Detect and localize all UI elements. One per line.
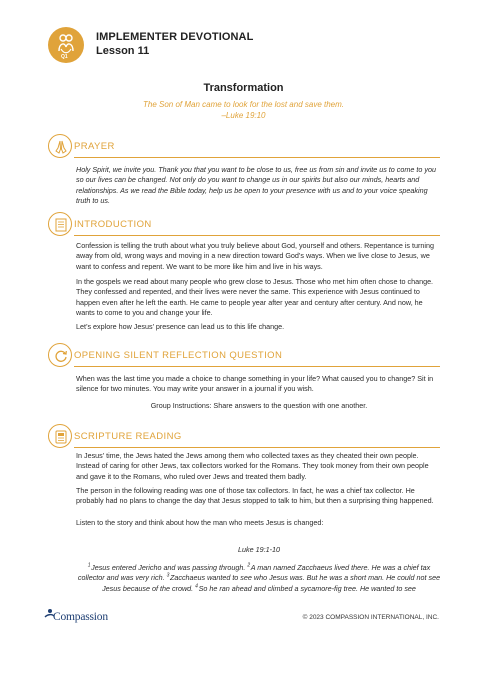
key-verse — [0, 100, 487, 121]
book-icon — [48, 212, 72, 236]
verse-text: Jesus entered Jericho and was passing through. — [91, 563, 246, 572]
logo-badge: Q1 — [61, 54, 68, 60]
refresh-icon — [48, 343, 72, 367]
verse-text: A man named Zacchaeus lived there. He was a chief tax collector and was very rich. — [77, 563, 431, 583]
devotional-title: IMPLEMENTER DEVOTIONAL — [96, 31, 254, 43]
section-label: PRAYER — [74, 141, 115, 152]
verse-text: Zacchaeus wanted to see who Jesus was. But he was a short man. He could not see Jesus because of the crowd. — [102, 573, 441, 593]
verse-text: So he ran ahead and climbed a sycamore-fig tree. He wanted to see — [198, 583, 416, 593]
verse-number: 2 — [247, 562, 251, 569]
brand-name: Compassion — [53, 611, 108, 623]
praying-hands-icon — [48, 134, 72, 158]
passage-reference: Luke 19:1-10 — [238, 545, 280, 554]
section-label: OPENING SILENT REFLECTION QUESTION — [74, 350, 283, 361]
copyright: © 2023 COMPASSION INTERNATIONAL, INC. — [302, 614, 439, 621]
page-title: Transformation — [203, 82, 284, 94]
verse-number: 4 — [195, 583, 198, 590]
intro-paragraph: Let’s explore how Jesus’ presence can lead us to this life change. — [76, 322, 285, 331]
passage-text — [76, 563, 442, 594]
key-verse-ref: –Luke 19:10 — [221, 110, 266, 120]
section-label: INTRODUCTION — [74, 219, 152, 230]
scripture-header — [48, 424, 440, 448]
group-instructions: Group Instructions: Share answers to the question with one another. — [150, 401, 368, 410]
section-label: SCRIPTURE READING — [74, 431, 182, 442]
scripture-paragraph: The person in the following reading was one of those tax collectors. In fact, he was a chief tax collector. He probably had no plans to change the day that Jesus stopped to talk to him, but then a surprising thing happened. — [76, 486, 434, 506]
page-header — [48, 27, 448, 67]
introduction-header — [48, 212, 440, 236]
verse-number: 1 — [87, 562, 91, 569]
verse-number: 3 — [166, 573, 170, 580]
key-verse-text: The Son of Man came to look for the lost and save them. — [143, 100, 344, 109]
prayer-header — [48, 134, 440, 158]
reflection-question: When was the last time you made a choice to change something in your life? What caused you to change? Sit in silence for two minutes. You may write your answer in a journal if you wish. — [76, 374, 434, 394]
intro-paragraph: In the gospels we read about many people who grew close to Jesus. Those who met him often chose to change. They confessed and repented, and their lives were never the same. This experience with Jesus continued to happen even after he left the earth. He came to people year after year and century after century. And now, he wants to come to you and change your life. — [76, 277, 434, 318]
prayer-text: Holy Spirit, we invite you. Thank you that you want to be close to us, free us from sin and invite us to come to you so our lives can be changed. Not only do you want to change us in our spirits but also our minds, hearts and relationships. As we read the Bible today, help us be open to your presence with us and to your voice speaking truth to us. — [76, 165, 436, 206]
scripture-paragraph: Listen to the story and think about how the man who meets Jesus is changed: — [76, 518, 324, 527]
lesson-number: Lesson 11 — [96, 45, 150, 57]
scripture-paragraph: In Jesus’ time, the Jews hated the Jews among them who collected taxes as they cheated their own people. Instead of caring for other Jews, tax collectors worked for the Romans. They took money from their own people and gave it to the Romans, who ruled over Jews and treated them badly. — [76, 451, 429, 481]
couple-icon — [48, 27, 84, 63]
scroll-icon — [48, 424, 72, 448]
intro-paragraph: Confession is telling the truth about what you truly believe about God, yourself and others. Repentance is turning away from old, wrong ways and moving in a new direction toward God’s ways. When we live close to Jesus, we want to confess and repent. We want to be more like him and live in his ways. — [76, 241, 434, 271]
reflection-header — [48, 343, 440, 367]
